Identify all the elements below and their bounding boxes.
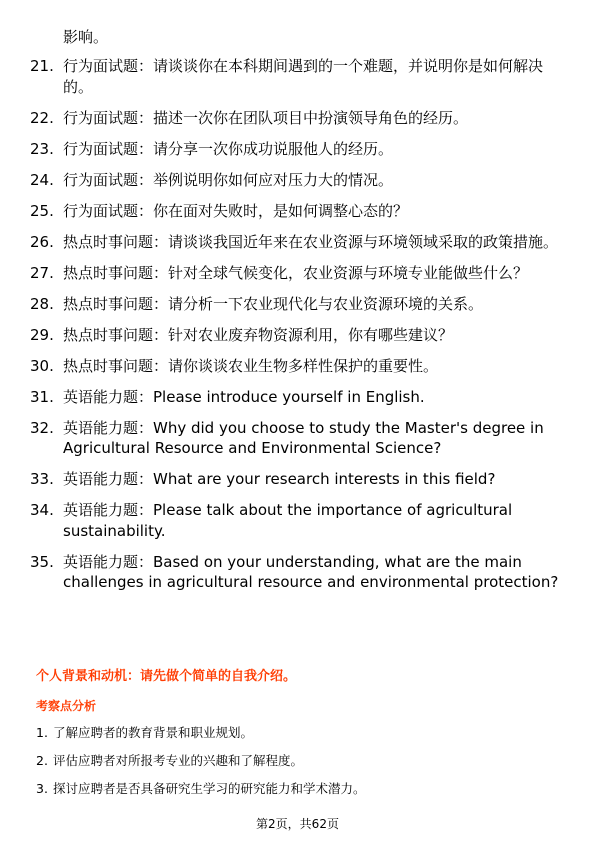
question-item	[30, 500, 560, 541]
question-text: 英语能力题：What are your research interests in this field?	[63, 470, 496, 488]
question-item	[30, 232, 560, 253]
question-text: 英语能力题：Please introduce yourself in English.	[63, 387, 425, 406]
question-item	[30, 325, 560, 346]
question-text: 热点时事问题：针对全球气候变化，农业资源与环境专业能做些什么？	[63, 263, 529, 282]
question-number: 29.	[30, 325, 54, 344]
question-text: 热点时事问题：针对农业废弃物资源利用，你有哪些建议？	[63, 325, 454, 344]
question-text: 行为面试题：描述一次你在团队项目中扮演领导角色的经历。	[63, 108, 469, 127]
question-item	[30, 469, 560, 490]
question-number: 34.	[30, 501, 54, 519]
question-item	[30, 108, 560, 129]
question-text: 热点时事问题：请你谈谈农业生物多样性保护的重要性。	[63, 356, 439, 375]
analysis-item	[36, 725, 566, 741]
question-text: 行为面试题：举例说明你如何应对压力大的情况。	[63, 170, 394, 189]
section-title: 个人背景和动机：请先做个简单的自我介绍。	[36, 669, 297, 684]
analysis-list	[36, 725, 566, 809]
analysis-number: 1.	[36, 725, 48, 740]
question-text: 热点时事问题：请分析一下农业现代化与农业资源环境的关系。	[63, 294, 484, 313]
analysis-item	[36, 753, 566, 769]
question-text: 热点时事问题：请谈谈我国近年来在农业资源与环境领域采取的政策措施。	[63, 232, 559, 251]
question-item	[30, 387, 560, 408]
section-subtitle: 考察点分析	[36, 699, 97, 713]
question-number: 25.	[30, 201, 54, 220]
question-item	[30, 56, 560, 97]
question-text: 英语能力题：Please talk about the importance of agricultural sustainability.	[63, 501, 513, 540]
question-text: 行为面试题：你在面对失败时，是如何调整心态的？	[63, 201, 409, 220]
question-item	[30, 170, 560, 191]
analysis-text: 了解应聘者的教育背景和职业规划。	[53, 725, 254, 740]
question-item	[30, 294, 560, 315]
analysis-text: 评估应聘者对所报考专业的兴趣和了解程度。	[53, 753, 304, 768]
question-item	[30, 263, 560, 284]
question-number: 30.	[30, 356, 54, 375]
question-item	[30, 418, 560, 459]
question-number: 28.	[30, 294, 54, 313]
question-number: 32.	[30, 418, 54, 437]
question-text: 行为面试题：请分享一次你成功说服他人的经历。	[63, 139, 394, 158]
analysis-item	[36, 781, 566, 797]
question-number: 31.	[30, 387, 54, 406]
question-number: 26.	[30, 232, 54, 251]
analysis-text: 探讨应聘者是否具备研究生学习的研究能力和学术潜力。	[53, 781, 366, 796]
question-number: 22.	[30, 108, 54, 127]
question-text: 行为面试题：请谈谈你在本科期间遇到的一个难题，并说明你是如何解决的。	[63, 57, 544, 96]
question-number: 35.	[30, 552, 54, 571]
question-number: 24.	[30, 170, 54, 189]
question-text: 英语能力题：Based on your understanding, what are the main challenges in agricultural resource and environmental protection?	[63, 552, 559, 591]
question-item	[30, 356, 560, 377]
question-item	[30, 552, 560, 593]
question-number: 23.	[30, 139, 54, 158]
question-text: 英语能力题：Why did you choose to study the Master's degree in Agricultural Resource and Environmental Science?	[63, 418, 544, 457]
analysis-number: 2.	[36, 753, 48, 768]
question-number: 27.	[30, 263, 54, 282]
analysis-number: 3.	[36, 781, 48, 796]
question-list	[30, 56, 560, 603]
question-number: 21.	[30, 57, 54, 75]
continuation-text: 影响。	[63, 28, 109, 46]
question-item	[30, 201, 560, 222]
question-number: 33.	[30, 470, 54, 488]
page-footer: 第2页，共62页	[256, 817, 339, 831]
question-item	[30, 139, 560, 160]
